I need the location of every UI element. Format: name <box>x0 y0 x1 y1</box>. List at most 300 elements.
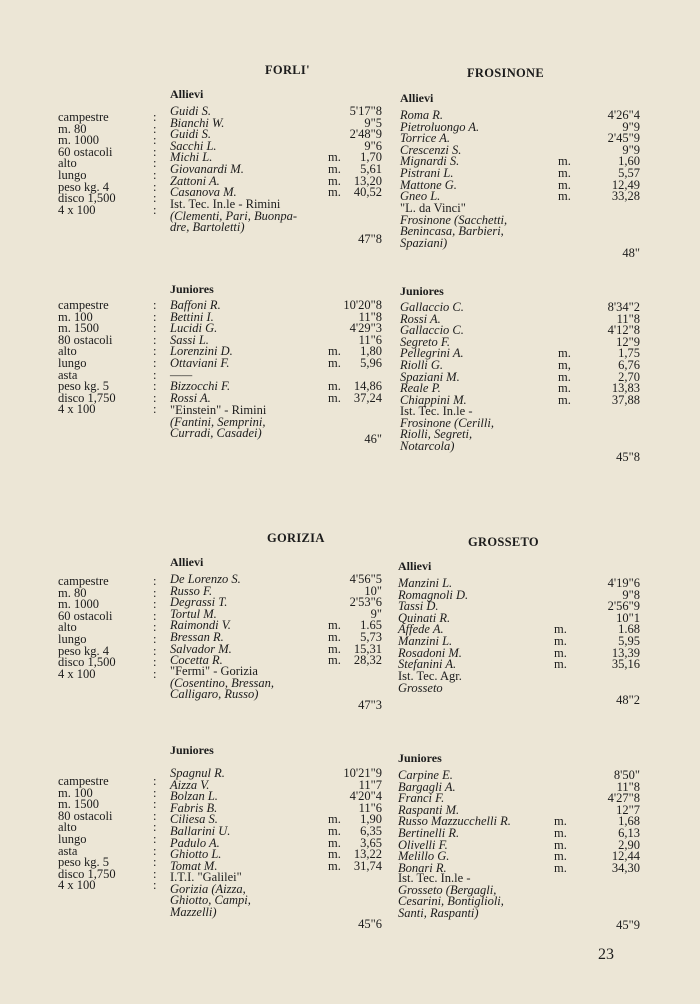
results-list <box>170 300 382 404</box>
athlete-name: Stefanini A. <box>398 657 457 672</box>
result-value: 9"6 <box>364 138 382 153</box>
unit-label: m. <box>554 657 567 672</box>
relay-team-line: Frosinone (Cerilli, <box>400 415 494 430</box>
relay-team-line: Ist. Tec. In.le - <box>400 404 473 418</box>
athlete-name: Sacchi L. <box>170 138 217 153</box>
event-name: m. 1500 <box>58 321 99 336</box>
athlete-name: Lorenzini D. <box>170 344 233 359</box>
athlete-name: Bizzocchi F. <box>170 379 231 394</box>
colon: : <box>153 655 157 670</box>
event-name: lungo <box>58 167 87 182</box>
athlete-name: Spaziani M. <box>400 369 460 384</box>
result-value: 28,32 <box>353 653 382 668</box>
unit-label: m. <box>328 835 341 850</box>
result-value: 1,80 <box>360 344 382 359</box>
event-name: disco 1,500 <box>58 191 116 206</box>
event-name: disco 1,500 <box>58 655 116 670</box>
event-name: 80 ostacoli <box>58 332 113 347</box>
colon: : <box>153 110 157 124</box>
relay-team-line: Cesarini, Bontiglioli, <box>398 894 504 909</box>
event-name: m. 80 <box>58 585 87 600</box>
event-name: lungo <box>58 355 87 370</box>
athlete-name: Giovanardi M. <box>170 161 244 176</box>
relay-team-line: (Fantini, Semprini, <box>170 414 266 429</box>
result-value: 8'50" <box>613 768 640 782</box>
unit-label: m. <box>328 355 341 370</box>
relay-team-line: Frosinone (Sacchetti, <box>400 212 508 227</box>
colon: : <box>153 144 157 159</box>
category-heading: Allievi <box>170 87 204 101</box>
result-value: 34,30 <box>611 860 640 875</box>
result-value: 11"8 <box>358 309 382 324</box>
relay-result: 45"9 <box>616 918 640 932</box>
colon-column <box>153 112 156 216</box>
result-value: 1,60 <box>618 154 640 169</box>
athlete-name: Pellegrini A. <box>400 346 464 361</box>
event-name: m. 1000 <box>58 133 99 148</box>
result-value: 6,76 <box>618 357 640 372</box>
category-heading: Allievi <box>400 91 434 105</box>
result-value: 15,31 <box>353 641 382 656</box>
unit-label: m. <box>554 814 567 829</box>
result-value: 2'53"6 <box>349 595 382 610</box>
result-value: 2'45"9 <box>607 131 640 146</box>
colon: : <box>153 156 157 171</box>
athlete-name: Aizza V. <box>170 777 210 792</box>
event-name: 4 x 100 <box>58 878 96 893</box>
athlete-name: Gneo L. <box>400 189 441 204</box>
colon: : <box>153 585 157 600</box>
colon: : <box>153 808 157 823</box>
event-name: 4 x 100 <box>58 402 96 417</box>
unit-label: m. <box>558 381 571 396</box>
relay-result: 45"8 <box>616 450 640 464</box>
event-name: asta <box>58 843 78 858</box>
colon: : <box>153 574 157 588</box>
result-value: 12,49 <box>611 177 640 192</box>
event-name: alto <box>58 156 77 171</box>
unit-label: m. <box>554 860 567 875</box>
result-row <box>170 355 382 370</box>
city-heading: FROSINONE <box>467 66 545 80</box>
colon: : <box>153 666 157 681</box>
athlete-name: Bolzan L. <box>170 789 218 804</box>
athlete-name: Casanova M. <box>170 185 237 200</box>
unit-label: m. <box>328 641 341 656</box>
colon-column <box>153 776 156 892</box>
unit-label: m. <box>328 823 341 838</box>
result-value: 5'17"8 <box>349 104 382 118</box>
colon: : <box>153 355 157 370</box>
colon: : <box>153 855 157 870</box>
athlete-name: Pietroluongo A. <box>400 119 480 134</box>
athlete-name: De Lorenzo S. <box>170 572 241 586</box>
colon: : <box>153 785 157 800</box>
event-name: alto <box>58 620 77 635</box>
unit-label: m. <box>554 837 567 852</box>
results-list <box>398 578 640 671</box>
colon-column <box>153 300 156 416</box>
relay-team-text <box>398 671 580 694</box>
city-heading: GORIZIA <box>267 531 325 545</box>
result-value: 9" <box>370 606 382 621</box>
relay-team-text <box>170 666 322 701</box>
relay-team <box>398 873 640 919</box>
athlete-name: Bianchi W. <box>170 115 225 130</box>
result-value: 4'19"6 <box>607 576 640 590</box>
results-list <box>398 770 640 874</box>
athlete-name: Romagnoli D. <box>398 587 469 602</box>
event-list <box>58 776 116 892</box>
city-heading: GROSSETO <box>468 535 539 549</box>
colon: : <box>153 866 157 881</box>
colon: : <box>153 121 157 136</box>
athlete-name: Olivelli F. <box>398 837 448 852</box>
result-value: 10"1 <box>616 610 640 625</box>
colon: : <box>153 379 157 394</box>
athlete-name: Manzini L. <box>398 576 453 590</box>
result-value: 2'48"9 <box>349 127 382 142</box>
results-list <box>400 302 640 406</box>
unit-label: m. <box>328 185 341 200</box>
event-list <box>58 300 116 416</box>
colon: : <box>153 774 157 788</box>
result-value: 2,70 <box>618 369 640 384</box>
athlete-name: Padulo A. <box>170 835 220 850</box>
relay-team-text <box>400 203 580 249</box>
result-value: 1,68 <box>618 814 640 829</box>
unit-label: m. <box>328 812 341 827</box>
athlete-name: Segreto F. <box>400 334 450 349</box>
result-value: 5,57 <box>618 165 640 180</box>
result-value: 5,95 <box>618 633 640 648</box>
results-list <box>170 106 382 199</box>
relay-team <box>398 671 640 694</box>
result-value: 11"7 <box>358 777 382 792</box>
athlete-name: Torrice A. <box>400 131 451 146</box>
results-list <box>170 574 382 667</box>
athlete-name: Zattoni A. <box>170 173 220 188</box>
colon: : <box>153 344 157 359</box>
result-value: 12,44 <box>611 849 640 864</box>
event-name: asta <box>58 367 78 382</box>
relay-team-line: Santi, Raspanti) <box>398 905 479 920</box>
athlete-name: Bonari R. <box>398 860 447 875</box>
relay-team-line: Ist. Tec. In.le - Rimini <box>170 197 281 211</box>
athlete-name: Pistrani L. <box>400 165 454 180</box>
relay-team-line: Calligaro, Russo) <box>170 687 259 702</box>
event-name: 4 x 100 <box>58 202 96 217</box>
unit-label: m. <box>558 392 571 407</box>
result-value: 5,73 <box>360 629 382 644</box>
event-name: peso kg. 4 <box>58 179 110 194</box>
athlete-name: Lucidi G. <box>170 321 218 336</box>
result-value: 9"9 <box>622 142 640 157</box>
relay-team-line: dre, Bartoletti) <box>170 220 245 235</box>
result-value: 37,24 <box>353 390 382 405</box>
relay-result: 47"3 <box>358 698 382 712</box>
athlete-name: Rossi A. <box>400 311 441 326</box>
athlete-name: Gallaccio C. <box>400 323 464 338</box>
relay-result: 46" <box>364 432 382 446</box>
athlete-name: Gallaccio C. <box>400 300 464 314</box>
event-name: alto <box>58 344 77 359</box>
unit-label: m. <box>328 390 341 405</box>
relay-team-line: "L. da Vinci" <box>400 201 466 215</box>
athlete-name: Cocetta R. <box>170 653 223 668</box>
event-name: 60 ostacoli <box>58 608 113 623</box>
relay-team-line: Curradi, Casadei) <box>170 426 262 441</box>
relay-team-text <box>170 405 322 440</box>
unit-label: m. <box>554 622 567 637</box>
relay-team-text <box>400 406 580 452</box>
colon: : <box>153 820 157 835</box>
unit-label: m. <box>328 618 341 633</box>
athlete-name: Crescenzi S. <box>400 142 462 157</box>
relay-team-line: (Clementi, Pari, Buonpa- <box>170 208 298 223</box>
colon: : <box>153 298 157 312</box>
result-value: 10" <box>364 583 382 598</box>
unit-label: m. <box>328 161 341 176</box>
colon-column <box>153 576 156 680</box>
relay-team-line: Mazzelli) <box>170 904 217 919</box>
relay-team <box>170 872 382 918</box>
athlete-name: Russo Mazzucchelli R. <box>398 814 511 829</box>
result-value: 11"6 <box>358 800 382 815</box>
event-name: campestre <box>58 110 109 124</box>
unit-label: m. <box>328 629 341 644</box>
relay-result: 48"2 <box>616 693 640 707</box>
relay-team-line: Grosseto <box>398 680 443 695</box>
athlete-name: Guidi S. <box>170 104 211 118</box>
event-name: m. 1000 <box>58 597 99 612</box>
result-value: 9"5 <box>364 115 382 130</box>
colon: : <box>153 608 157 623</box>
athlete-name: Melillo G. <box>398 849 450 864</box>
athlete-name: Bargagli A. <box>398 779 456 794</box>
unit-label: m. <box>558 346 571 361</box>
category-heading: Allievi <box>170 555 204 569</box>
category-heading: Juniores <box>170 743 214 757</box>
unit-label: m. <box>328 344 341 359</box>
result-value: 6,13 <box>618 825 640 840</box>
colon: : <box>153 843 157 858</box>
athlete-name: Quinati R. <box>398 610 451 625</box>
event-name: campestre <box>58 774 109 788</box>
colon: : <box>153 367 157 382</box>
athlete-name: Rosadoni M. <box>398 645 462 660</box>
event-name: peso kg. 5 <box>58 855 110 870</box>
colon: : <box>153 321 157 336</box>
unit-label: m. <box>558 165 571 180</box>
athlete-name: Sassi L. <box>170 332 209 347</box>
athlete-name: Chiappini M. <box>400 392 467 407</box>
unit-label: m. <box>554 645 567 660</box>
athlete-name: Salvador M. <box>170 641 232 656</box>
unit-label: m. <box>558 189 571 204</box>
athlete-name: Ottaviani F. <box>170 355 230 370</box>
unit-label: m. <box>328 858 341 873</box>
category-heading: Juniores <box>170 282 214 296</box>
relay-team-line: (Cosentino, Bressan, <box>170 675 275 690</box>
result-value: 4'27"8 <box>607 791 640 806</box>
relay-team-line: Ghiotto, Campi, <box>170 893 251 908</box>
result-value: 1.65 <box>360 618 382 633</box>
event-name: m. 100 <box>58 785 93 800</box>
result-value: 13,20 <box>353 173 382 188</box>
colon: : <box>153 620 157 635</box>
athlete-name: Riolli G. <box>400 357 444 372</box>
result-value: 4'56"5 <box>349 572 382 586</box>
result-value: 12"7 <box>616 802 640 817</box>
athlete-name: Manzini L. <box>398 633 453 648</box>
relay-team <box>170 666 382 701</box>
relay-team-line: Spaziani) <box>400 235 448 250</box>
colon: : <box>153 797 157 812</box>
colon: : <box>153 309 157 324</box>
athlete-name: Ghiotto L. <box>170 847 222 862</box>
result-value: 35,16 <box>611 657 640 672</box>
result-value: 11"8 <box>616 779 640 794</box>
result-value: 10'20"8 <box>343 298 382 312</box>
event-list <box>58 576 116 680</box>
result-value: 5,61 <box>360 161 382 176</box>
event-name: disco 1,750 <box>58 866 116 881</box>
athlete-name: Roma R. <box>400 108 444 122</box>
colon: : <box>153 831 157 846</box>
result-value: 1,75 <box>618 346 640 361</box>
unit-label: m. <box>328 847 341 862</box>
colon: : <box>153 878 157 893</box>
relay-team-line: Gorizia (Aizza, <box>170 881 246 896</box>
athlete-name: Tortul M. <box>170 606 217 621</box>
result-value: 1,90 <box>360 812 382 827</box>
event-name: disco 1,750 <box>58 390 116 405</box>
event-name: peso kg. 5 <box>58 379 110 394</box>
athlete-name: Bressan R. <box>170 629 224 644</box>
colon: : <box>153 332 157 347</box>
relay-team-line: "Fermi" - Gorizia <box>170 664 258 678</box>
result-value: 37,88 <box>611 392 640 407</box>
colon: : <box>153 390 157 405</box>
event-name: m. 1500 <box>58 797 99 812</box>
colon: : <box>153 597 157 612</box>
event-name: peso kg. 4 <box>58 643 110 658</box>
result-value: 3,65 <box>360 835 382 850</box>
colon: : <box>153 643 157 658</box>
event-name: alto <box>58 820 77 835</box>
result-value: 14,86 <box>353 379 382 394</box>
result-value: 13,83 <box>611 381 640 396</box>
relay-team-line: Benincasa, Barbieri, <box>400 224 504 239</box>
unit-label: m. <box>328 150 341 165</box>
colon: : <box>153 167 157 182</box>
relay-team-line: Ist. Tec. Agr. <box>398 669 462 683</box>
athlete-name: Spagnul R. <box>170 766 225 780</box>
unit-label: m. <box>558 369 571 384</box>
result-value: 1.68 <box>618 622 640 637</box>
athlete-name: Ballarini U. <box>170 823 231 838</box>
result-value: 2,90 <box>618 837 640 852</box>
colon: : <box>153 402 157 417</box>
result-value: 9"8 <box>622 587 640 602</box>
category-heading: Juniores <box>400 284 444 298</box>
category-heading: Allievi <box>398 559 432 573</box>
athlete-name: Raspanti M. <box>398 802 460 817</box>
relay-team-text <box>398 873 580 919</box>
athlete-name: Rossi A. <box>170 390 211 405</box>
athlete-name: Raimondi V. <box>170 618 231 633</box>
relay-team-line: Notarcola) <box>400 438 455 453</box>
result-value: 9"9 <box>622 119 640 134</box>
athlete-name: Russo F. <box>170 583 213 598</box>
relay-team-text <box>170 872 322 918</box>
event-name: m. 80 <box>58 121 87 136</box>
colon: : <box>153 179 157 194</box>
relay-team-line: Riolli, Segreti, <box>400 427 473 442</box>
result-value: 4'20"4 <box>349 789 382 804</box>
colon: : <box>153 631 157 646</box>
unit-label: m. <box>554 633 567 648</box>
result-value: 13,39 <box>611 645 640 660</box>
relay-team-text <box>170 199 322 234</box>
athlete-name: Affede A. <box>398 622 444 637</box>
event-name: m. 100 <box>58 309 93 324</box>
unit-label: m. <box>328 173 341 188</box>
event-name: 4 x 100 <box>58 666 96 681</box>
relay-team-line: Grosseto (Bergagli, <box>398 882 497 897</box>
event-name: campestre <box>58 298 109 312</box>
result-value: 4'12"8 <box>607 323 640 338</box>
athlete-name: —— <box>170 367 193 382</box>
page-number: 23 <box>598 946 614 963</box>
result-value: 31,74 <box>353 858 382 873</box>
unit-label: m. <box>328 379 341 394</box>
city-heading: FORLI' <box>265 63 310 77</box>
colon: : <box>153 133 157 148</box>
relay-team-line: "Einstein" - Rimini <box>170 403 267 417</box>
result-value: 11"6 <box>358 332 382 347</box>
athlete-name: Mignardi S. <box>400 154 460 169</box>
category-heading: Juniores <box>398 751 442 765</box>
colon: : <box>153 191 157 206</box>
event-name: 60 ostacoli <box>58 144 113 159</box>
athlete-name: Degrassi T. <box>170 595 228 610</box>
result-value: 10'21"9 <box>343 766 382 780</box>
athlete-name: Baffoni R. <box>170 298 221 312</box>
event-name: campestre <box>58 574 109 588</box>
relay-team-line: Ist. Tec. In.le - <box>398 871 471 885</box>
event-list <box>58 112 116 216</box>
unit-label: m. <box>554 825 567 840</box>
unit-label: m. <box>558 154 571 169</box>
relay-team <box>400 203 640 249</box>
athlete-name: Guidi S. <box>170 127 211 142</box>
result-value: 1,70 <box>360 150 382 165</box>
athlete-name: Bertinelli R. <box>398 825 460 840</box>
relay-team <box>170 199 382 234</box>
athlete-name: Michi L. <box>170 150 213 165</box>
relay-team-line: I.T.I. "Galilei" <box>170 870 242 884</box>
athlete-name: Reale P. <box>400 381 441 396</box>
athlete-name: Ciliesa S. <box>170 812 218 827</box>
results-list <box>400 110 640 203</box>
result-value: 4'26"4 <box>607 108 640 122</box>
result-value: 12"9 <box>616 334 640 349</box>
relay-result: 45"6 <box>358 917 382 931</box>
result-value: 2'56"9 <box>607 599 640 614</box>
result-value: 33,28 <box>611 189 640 204</box>
